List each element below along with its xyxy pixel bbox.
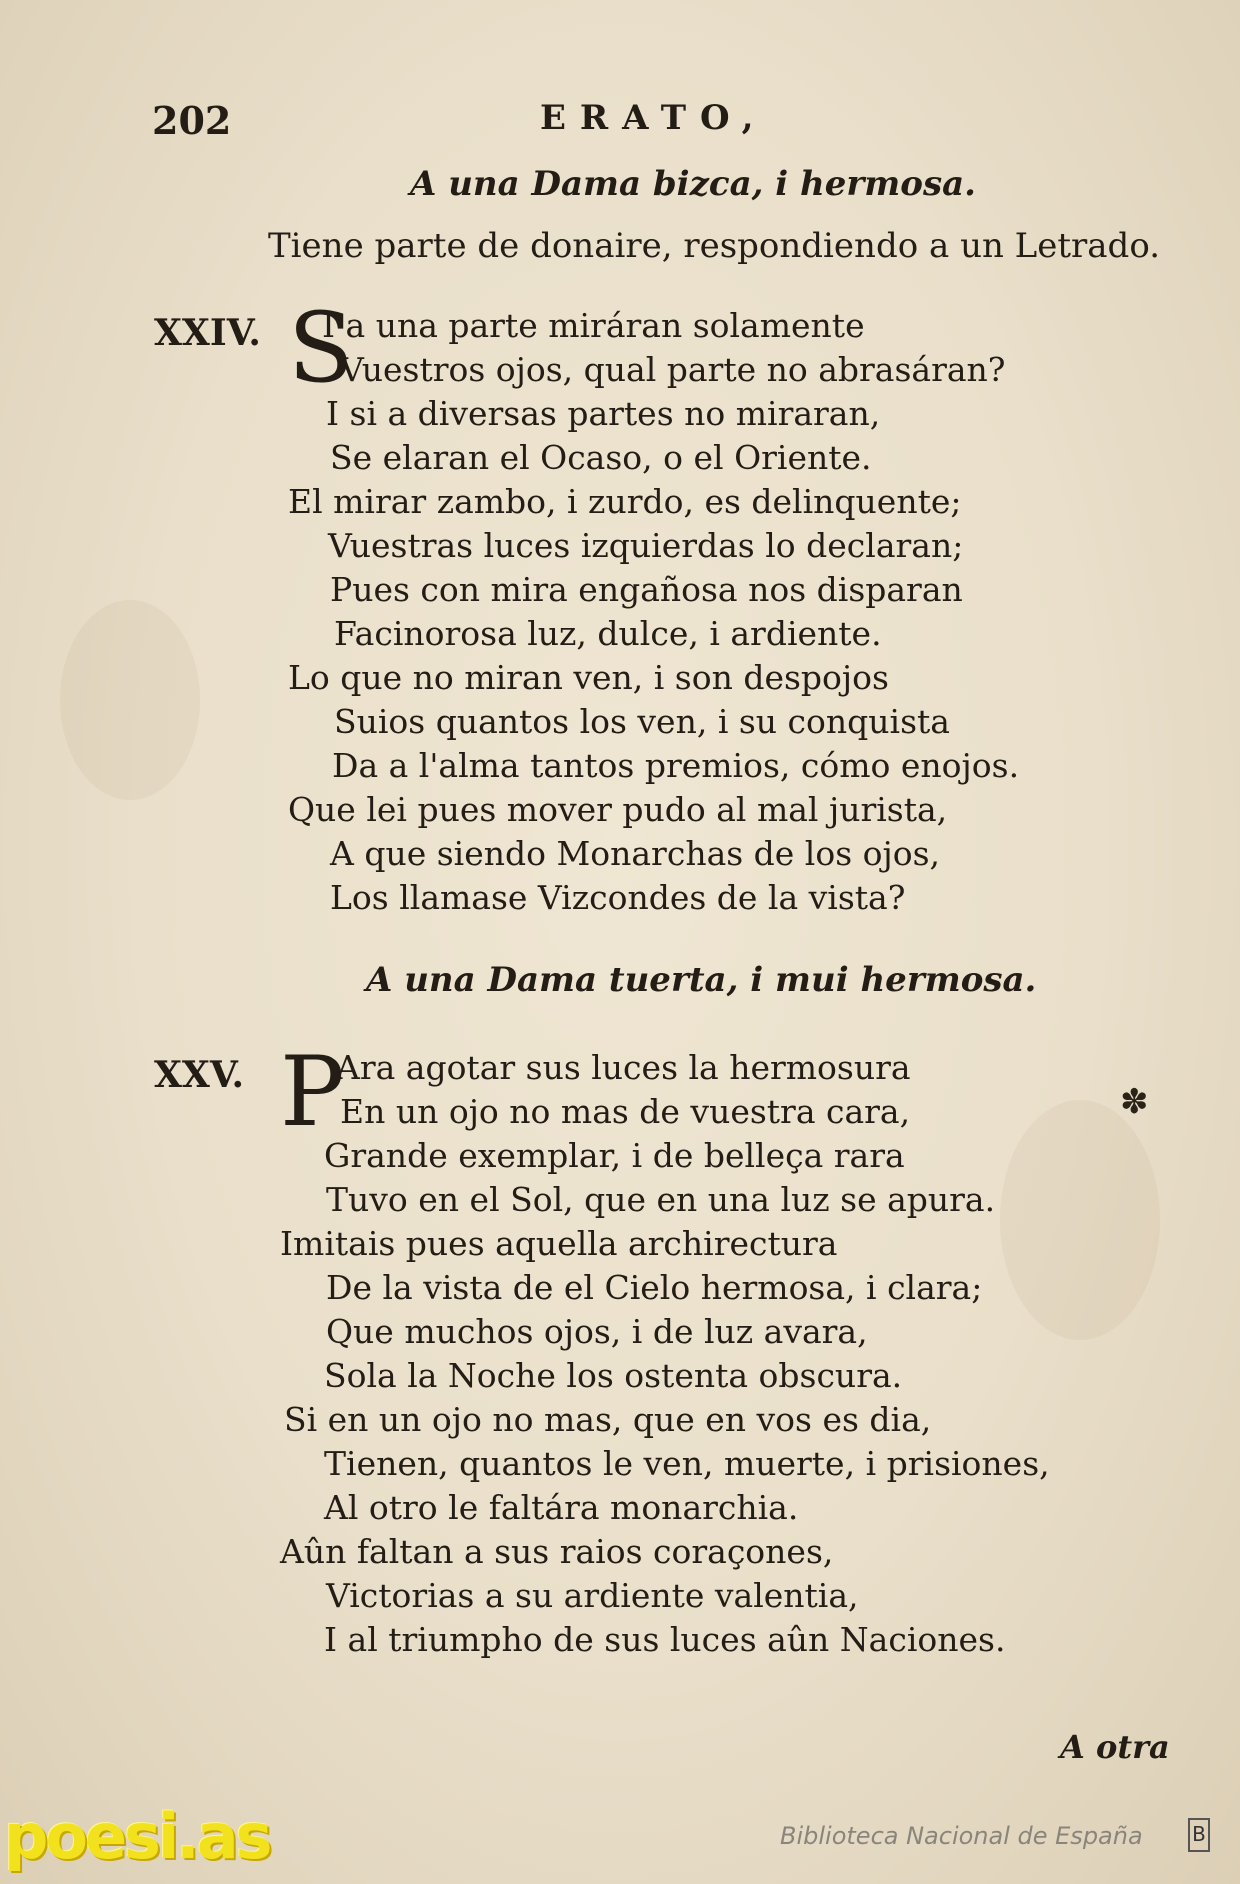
verse-line: Vuestros ojos, qual parte no abrasáran?	[340, 350, 1006, 389]
library-watermark: Biblioteca Nacional de España	[780, 1822, 1143, 1850]
sonnet-number: XXV.	[154, 1054, 245, 1096]
poem-title: A una Dama bizca, i hermosa.	[410, 164, 976, 204]
running-head: ERATO,	[540, 98, 768, 138]
verse-line: Tienen, quantos le ven, muerte, i prisiones,	[324, 1444, 1050, 1483]
drop-cap: P	[280, 1036, 345, 1148]
library-logo-icon: B	[1188, 1818, 1210, 1852]
poesias-logo: poesi.as	[4, 1800, 270, 1873]
paper-stain	[1000, 1100, 1160, 1340]
verse-line: Se elaran el Ocaso, o el Oriente.	[330, 438, 872, 477]
poem-title: A una Dama tuerta, i mui hermosa.	[366, 960, 1037, 1000]
verse-line: Si en un ojo no mas, que en vos es dia,	[284, 1400, 932, 1439]
verse-line: El mirar zambo, i zurdo, es delinquente;	[288, 482, 962, 521]
verse-line: Ara agotar sus luces la hermosura	[336, 1048, 911, 1087]
verse-line: Que lei pues mover pudo al mal jurista,	[288, 790, 948, 829]
paper-stain	[60, 600, 200, 800]
verse-line: Facinorosa luz, dulce, i ardiente.	[334, 614, 882, 653]
verse-line: Imitais pues aquella archirectura	[280, 1224, 838, 1263]
verse-line: En un ojo no mas de vuestra cara,	[340, 1092, 911, 1131]
verse-line: Al otro le faltára monarchia.	[324, 1488, 799, 1527]
sonnet-number: XXIV.	[154, 312, 261, 354]
catchword: A otra	[1060, 1728, 1170, 1766]
verse-line: A que siendo Monarchas de los ojos,	[330, 834, 941, 873]
verse-line: Suios quantos los ven, i su conquista	[334, 702, 950, 741]
verse-line: I si a diversas partes no miraran,	[326, 394, 881, 433]
verse-line: Que muchos ojos, i de luz avara,	[326, 1312, 868, 1351]
verse-line: Sola la Noche los ostenta obscura.	[324, 1356, 903, 1395]
verse-line: De la vista de el Cielo hermosa, i clara;	[326, 1268, 983, 1307]
verse-line: Vuestras luces izquierdas lo declaran;	[328, 526, 964, 565]
verse-line: I a una parte miráran solamente	[322, 306, 865, 345]
verse-line: Lo que no miran ven, i son despojos	[288, 658, 889, 697]
verse-line: Los llamase Vizcondes de la vista?	[330, 878, 906, 917]
verse-line: Grande exemplar, i de belleça rara	[324, 1136, 905, 1175]
verse-line: Victorias a su ardiente valentia,	[326, 1576, 859, 1615]
poem-subtitle: Tiene parte de donaire, respondiendo a un Letrado.	[268, 226, 1161, 266]
verse-line: Aûn faltan a sus raios coraçones,	[280, 1532, 834, 1571]
verse-line: Tuvo en el Sol, que en una luz se apura.	[326, 1180, 996, 1219]
page-number: 202	[152, 98, 232, 143]
verse-line: Pues con mira engañosa nos disparan	[330, 570, 963, 609]
ink-blot-icon: ✽	[1120, 1082, 1149, 1122]
verse-line: I al triumpho de sus luces aûn Naciones.	[324, 1620, 1006, 1659]
verse-line: Da a l'alma tantos premios, cómo enojos.	[332, 746, 1020, 785]
drop-cap: S	[288, 292, 354, 404]
